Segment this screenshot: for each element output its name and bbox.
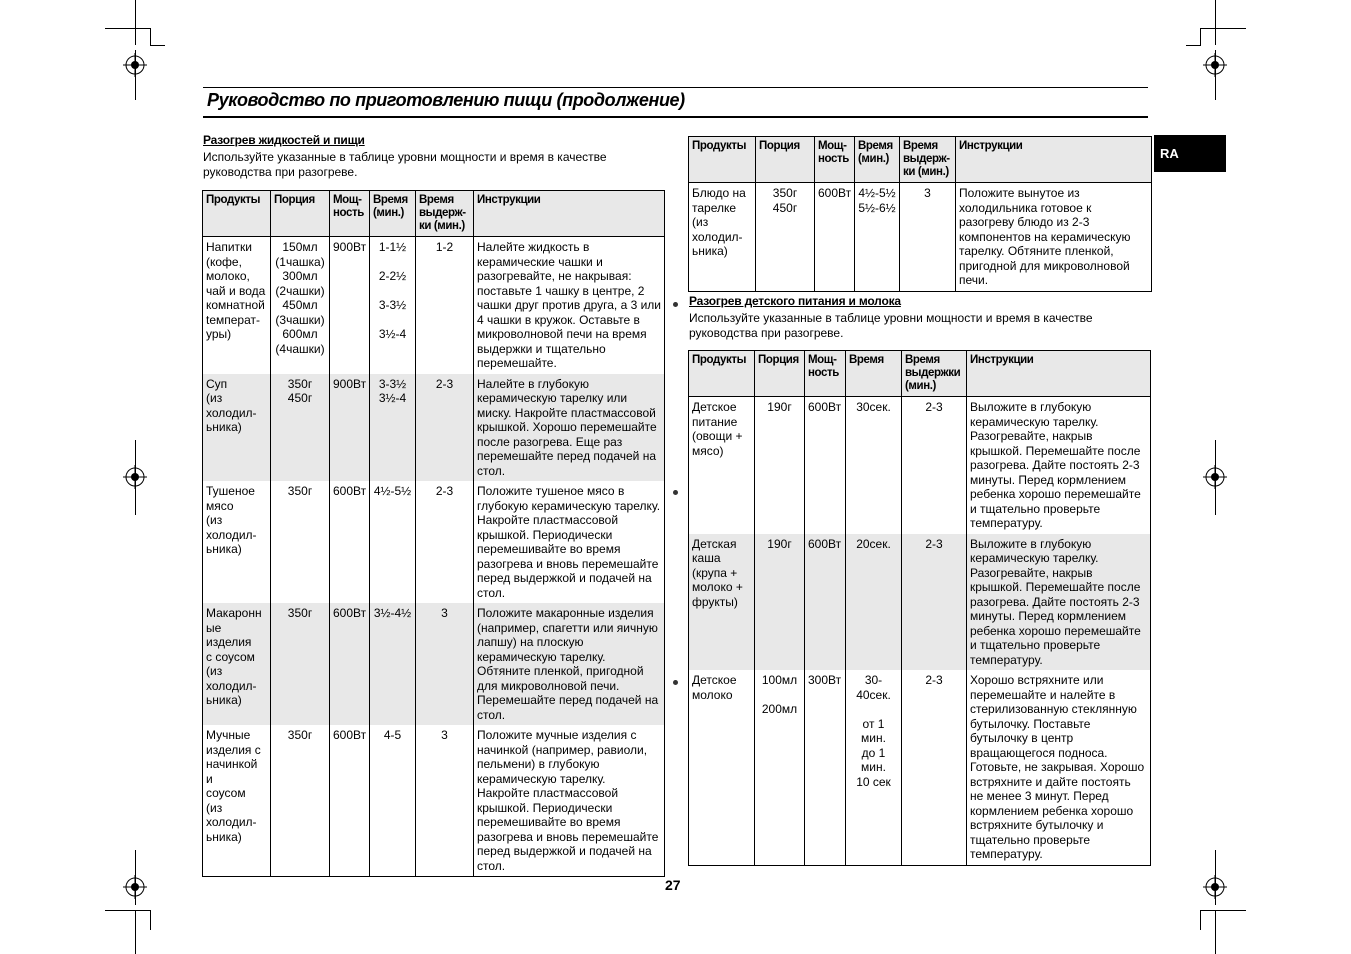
cell-time: 4½-5½ (370, 481, 416, 603)
cell-standing: 2-3 (902, 670, 967, 865)
col-header: Порция (756, 137, 815, 183)
cell-portion: 350г (271, 725, 330, 877)
cell-power: 600Вт (805, 534, 846, 671)
cell-instructions: Положите тушеное мясо в глубокую керамическую тарелку. Накройте пластмассовой крышкой. Периодически перемешивайте во время разогрева и вновь перемешайте перед выдержкой и подачей на стол. (474, 481, 665, 603)
col-header: Продукты (689, 137, 756, 183)
plated-meal-table (688, 136, 1152, 292)
col-header: Время (846, 351, 902, 397)
cell-time: 20сек. (846, 534, 902, 671)
cell-power: 600Вт (330, 603, 370, 725)
bullet-dot (673, 680, 678, 685)
col-header: Мощ- ность (815, 137, 855, 183)
right-section-intro: Используйте указанные в таблице уровни мощности и время в качестве руководства при разогреве. (689, 311, 1093, 340)
cell-power: 600Вт (330, 481, 370, 603)
cell-product: Детская каша (крупа + молоко + фрукты) (689, 534, 755, 671)
cell-instructions: Положите вынутое из холодильника готовое к разогреву блюдо из 2-3 компонентов на керамическую тарелку. Обтяните пленкой, пригодной для микроволновой печи. (956, 183, 1152, 292)
cell-time: 3½-4½ (370, 603, 416, 725)
table-row (203, 237, 665, 374)
cell-time: 30сек. (846, 397, 902, 534)
cell-product: Суп (из холодил- ьника) (203, 374, 271, 482)
cell-time: 3-3½ 3½-4 (370, 374, 416, 482)
cell-standing: 1-2 (416, 237, 474, 374)
cell-instructions: Выложите в глубокую керамическую тарелку. Разогревайте, накрыв крышкой. Перемешайте после разогрева. Дайте постоять 2-3 минуты. Перед кормлением ребенка хорошо перемешайте и тщательно проверьте температуру. (967, 534, 1151, 671)
header-top-rule (203, 87, 1148, 88)
cell-portion: 190г (755, 534, 805, 671)
cell-power: 600Вт (815, 183, 855, 292)
registration-mark-icon (123, 875, 147, 899)
cell-portion: 150мл (1чашка) 300мл (2чашки) 450мл (3чашки) 600мл (4чашки) (271, 237, 330, 374)
registration-mark-icon (1203, 53, 1227, 77)
cell-standing: 2-3 (902, 397, 967, 534)
cell-power: 300Вт (805, 670, 846, 865)
cell-standing: 2-3 (416, 374, 474, 482)
registration-mark-icon (123, 53, 147, 77)
cell-portion: 350г 450г (756, 183, 815, 292)
cell-portion: 350г (271, 481, 330, 603)
col-header: Продукты (689, 351, 755, 397)
col-header: Мощ- ность (330, 191, 370, 237)
cell-standing: 3 (416, 725, 474, 877)
col-header: Инструкции (474, 191, 665, 237)
col-header: Порция (271, 191, 330, 237)
cell-power: 600Вт (805, 397, 846, 534)
table-row (689, 183, 1152, 292)
cell-product: Макаронн ые изделия с соусом (из холодил- ьника) (203, 603, 271, 725)
cell-instructions: Налейте жидкость в керамические чашки и разогревайте, не накрывая: поставьте 1 чашку в центре, 2 чашки друг против друга, а 3 или 4 чашки в кружок. Оставьте в микроволновой печи на время выдержки и тщательно перемешайте. (474, 237, 665, 374)
page-title: Руководство по приготовлению пищи (продолжение) (207, 90, 685, 110)
cell-instructions: Положите мучные изделия с начинкой (например, равиоли, пельмени) в глубокую керамическую тарелку. Накройте пластмассовой крышкой. Периодически перемешивайте во время разогрева и вновь перемешайте перед выдержкой и подачей на стол. (474, 725, 665, 877)
cell-instructions: Выложите в глубокую керамическую тарелку. Разогревайте, накрыв крышкой. Перемешайте после разогрева. Дайте постоять 2-3 минуты. Перед кормлением ребенка хорошо перемешайте и тщательно проверьте температуру. (967, 397, 1151, 534)
cell-time: 4½-5½ 5½-6½ (855, 183, 900, 292)
col-header: Мощ- ность (805, 351, 846, 397)
col-header: Время (мин.) (370, 191, 416, 237)
cell-instructions: Положите макаронные изделия (например, спагетти или яичную лапшу) на плоскую керамическую тарелку. Обтяните пленкой, пригодной для микроволновой печи. Перемешайте перед подачей на стол. (474, 603, 665, 725)
right-section-heading: Разогрев детского питания и молока (689, 294, 901, 308)
cell-instructions: Хорошо встряхните или перемешайте и налейте в стерилизованную стеклянную бутылочку. Поставьте бутылочку в центр вращающегося подноса. Готовьте, не закрывая. Хорошо встряхните и дайте постоять не менее 3 минут. Перед кормлением ребенка хорошо встряхните бутылочку и тщательно проверьте температуру. (967, 670, 1151, 865)
cell-time: 30-40сек. от 1 мин. до 1 мин. 10 сек (846, 670, 902, 865)
table-row (689, 397, 1151, 534)
table-row (203, 725, 665, 877)
cell-time: 1-1½ 2-2½ 3-3½ 3½-4 (370, 237, 416, 374)
registration-mark-icon (1203, 875, 1227, 899)
cell-power: 900Вт (330, 374, 370, 482)
cell-portion: 350г (271, 603, 330, 725)
table-row (689, 670, 1151, 865)
left-section-intro: Используйте указанные в таблице уровни мощности и время в качестве руководства при разогреве. (203, 150, 607, 179)
table-row (203, 481, 665, 603)
table-row (203, 374, 665, 482)
cell-product: Детское молоко (689, 670, 755, 865)
language-tab-label: RA (1160, 146, 1179, 161)
cell-time: 4-5 (370, 725, 416, 877)
col-header: Время выдерж- ки (мин.) (416, 191, 474, 237)
registration-mark-icon (123, 465, 147, 489)
baby-food-table (688, 350, 1151, 866)
cell-standing: 2-3 (416, 481, 474, 603)
page-number: 27 (665, 877, 681, 893)
table-row (203, 603, 665, 725)
cell-portion: 100мл 200мл (755, 670, 805, 865)
bullet-dot (673, 302, 678, 307)
cell-product: Мучные изделия с начинкой и соусом (из холодил- ьника) (203, 725, 271, 877)
table-row (689, 534, 1151, 671)
col-header: Инструкции (967, 351, 1151, 397)
cell-standing: 3 (900, 183, 956, 292)
language-tab (1154, 135, 1226, 172)
left-section-heading: Разогрев жидкостей и пищи (203, 133, 365, 147)
cell-portion: 190г (755, 397, 805, 534)
cell-power: 600Вт (330, 725, 370, 877)
col-header: Продукты (203, 191, 271, 237)
col-header: Порция (755, 351, 805, 397)
col-header: Время (мин.) (855, 137, 900, 183)
header-bottom-rule (203, 116, 1148, 118)
col-header: Время выдерж- ки (мин.) (900, 137, 956, 183)
cell-product: Детское питание (овощи + мясо) (689, 397, 755, 534)
cell-portion: 350г 450г (271, 374, 330, 482)
cell-product: Тушеное мясо (из холодил- ьника) (203, 481, 271, 603)
cell-product: Блюдо на тарелке (из холодил- ьника) (689, 183, 756, 292)
cell-instructions: Налейте в глубокую керамическую тарелку или миску. Накройте пластмассовой крышкой. Хорошо перемешайте после разогрева. Еще раз перемешайте перед подачей на стол. (474, 374, 665, 482)
bullet-dot (673, 490, 678, 495)
col-header: Время выдержки (мин.) (902, 351, 967, 397)
cell-power: 900Вт (330, 237, 370, 374)
cell-standing: 2-3 (902, 534, 967, 671)
reheat-table (202, 190, 665, 877)
cell-standing: 3 (416, 603, 474, 725)
registration-mark-icon (1203, 465, 1227, 489)
col-header: Инструкции (956, 137, 1152, 183)
cell-product: Напитки (кофе, молоко, чай и вода комнатной tемперат- уры) (203, 237, 271, 374)
